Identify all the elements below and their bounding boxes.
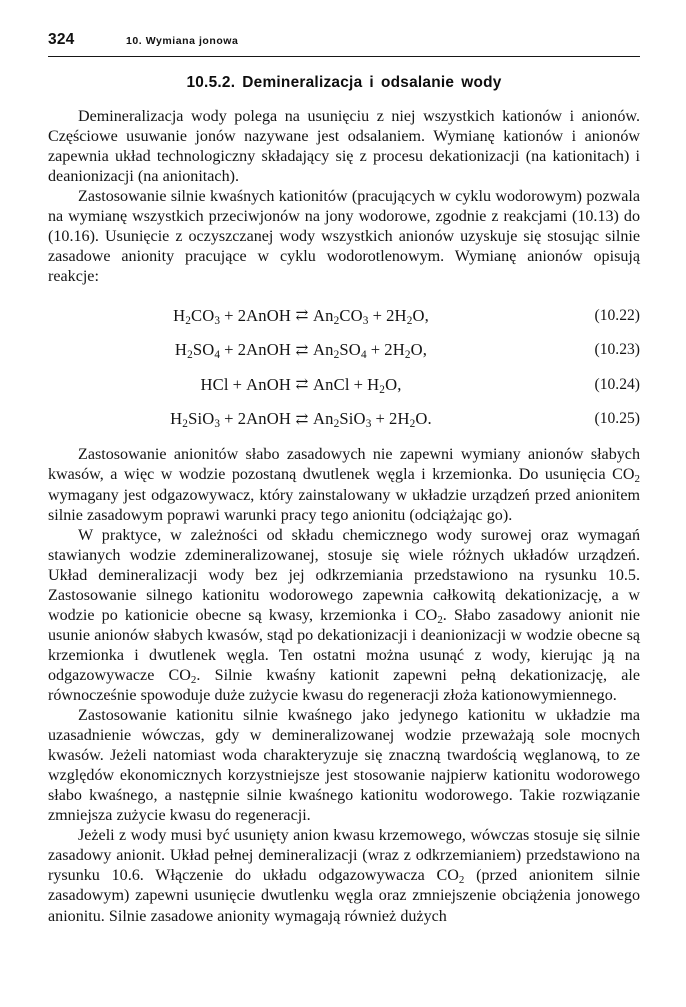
formula-subscript: 3 <box>365 418 372 431</box>
content-column <box>48 74 640 927</box>
equation-formula <box>201 375 402 395</box>
paragraph-text: Zastosowanie anionitów słabo zasadowych nie zapewni wymiany anionów słabych kwasów, a więc w wodzie pozostaną dwutlenek węgla i krzemionka. Do usunięcia CO <box>48 446 640 484</box>
formula-token: 2H <box>386 305 407 325</box>
formula-token: SiO <box>339 409 366 429</box>
formula-token: An <box>313 340 334 360</box>
formula-subscript: 2 <box>404 349 411 362</box>
paragraph-text: (przed anionitem silnie zasadowym) zapewni usunięcie dwutlenku węgla oraz zmniejszenie obciążenia jonowego anionitu. Silnie zasadowe anionity wymagają również dużych <box>48 867 641 925</box>
equation-number: (10.24) <box>594 375 640 393</box>
formula-subscript: 4 <box>360 349 367 362</box>
equation-row <box>48 298 640 333</box>
formula-subscript: 2 <box>333 418 340 431</box>
paragraph-text: Jeżeli z wody musi być usunięty anion kwasu krzemowego, wówczas stosuje się silnie zasadowy anionit. Układ pełnej demineralizacji (wraz z odkrzemianiem) przedstawiono na rysunku 10.6. Włączenie do układu odgazowywacza CO <box>48 827 640 885</box>
formula-operator: + <box>370 340 381 360</box>
formula-token: O, <box>412 305 429 325</box>
equation-formula <box>170 409 432 429</box>
formula-token: 2AnOH <box>237 409 291 429</box>
paragraph-text: wymagany jest odgazowywacz, który zainstalowany w układzie urządzeń przed anionitem silnie zasadowym poprawi warunki pracy tego anionitu (odciążając go). <box>48 486 640 524</box>
formula-operator: + <box>224 305 234 325</box>
formula-subscript: 2 <box>406 314 413 327</box>
inline-subscript: 2 <box>458 874 465 887</box>
formula-subscript: 3 <box>214 418 221 431</box>
formula-token: SO <box>339 340 361 360</box>
formula-subscript: 2 <box>333 349 340 362</box>
formula-operator: + <box>232 374 243 394</box>
equation-number: (10.25) <box>594 410 640 428</box>
equation-formula <box>175 340 427 360</box>
formula-token: SO <box>192 340 215 360</box>
paragraph-5: Zastosowanie kationitu silnie kwaśnego jako jedynego kationitu w układzie ma uzasadnienie wówczas, gdy w demineralizowanej wodzie przeważają sole mocnych kwasów. Jeżeli natomiast woda charakteryzuje się znaczną twardością węglanową, to ze względów ekonomicznych korzystniejsze jest stosowanie najpierw kationitu wodorowego słabo kwaśnego, a następnie silnie kwaśnego kationitu wodorowego. Takie rozwiązanie zmniejsza zużycie kwasu do regeneracji. <box>48 707 640 825</box>
paragraph-3 <box>48 445 640 525</box>
chapter-title: 10. Wymiana jonowa <box>126 35 239 47</box>
paragraph-6 <box>48 826 640 926</box>
formula-subscript: 4 <box>214 349 221 362</box>
formula-operator: + <box>353 374 364 394</box>
inline-subscript: 2 <box>634 473 640 486</box>
page-number: 324 <box>48 31 75 48</box>
equation-block <box>48 298 640 436</box>
formula-operator: + <box>224 409 234 429</box>
paragraph-text: W praktyce, w zależności od składu chemicznego wody surowej oraz wymagań stawianych wodzie zdemineralizowanej, stosuje się wiele różnych układów urządzeń. Układ demineralizacji wody bez jej odkrzemiania przedstawiono na rysunku 10.5. Zastosowanie silnego kationitu wodorowego zapewnia całkowitą dekationizację, a w wodzie po kationicie obecne są kwasy, krzemionka i CO <box>48 526 640 624</box>
paragraph-4 <box>48 526 640 706</box>
equation-row <box>48 367 640 402</box>
formula-token: 2H <box>384 340 405 360</box>
formula-token: An <box>313 305 334 325</box>
formula-token: O. <box>415 409 432 429</box>
formula-subscript: 2 <box>379 383 386 396</box>
formula-token: O, <box>410 340 428 360</box>
equilibrium-arrow-icon: ⇄ <box>295 376 309 394</box>
formula-token: AnOH <box>246 374 291 394</box>
paragraph-text: . Słabo zasadowy anionit nie usunie anionów słabych kwasów, stąd po dekationizacji i deanionizacji w wodzie obecne są krzemionka i dwutlenek węgla. Ten ostatni można usunąć z wody, kierując ją na odgazowywacze CO <box>48 606 640 684</box>
equilibrium-arrow-icon: ⇄ <box>295 410 309 428</box>
formula-token: CO <box>339 305 363 325</box>
formula-operator: + <box>372 305 383 325</box>
formula-token: 2AnOH <box>237 305 291 325</box>
equation-row <box>48 333 640 368</box>
formula-token: H <box>170 409 183 429</box>
formula-token: SiO <box>188 409 215 429</box>
equation-number: (10.23) <box>594 341 640 359</box>
inline-subscript: 2 <box>190 673 197 686</box>
formula-subscript: 2 <box>187 349 193 362</box>
inline-subscript: 2 <box>437 613 443 626</box>
equilibrium-arrow-icon: ⇄ <box>295 341 309 359</box>
formula-operator: + <box>224 340 234 360</box>
formula-token: H <box>367 374 380 394</box>
running-head <box>48 31 640 53</box>
formula-subscript: 2 <box>333 314 340 327</box>
formula-token: An <box>313 409 334 429</box>
formula-subscript: 3 <box>362 314 369 327</box>
formula-token: H <box>173 305 186 325</box>
formula-token: CO <box>191 305 215 325</box>
equation-number: (10.22) <box>594 306 640 324</box>
section-heading: 10.5.2. Demineralizacja i odsalanie wody <box>186 74 502 91</box>
formula-token: HCl <box>200 374 229 394</box>
formula-subscript: 3 <box>214 314 221 327</box>
paragraph-2: Zastosowanie silnie kwaśnych kationitów (pracujących w cyklu wodorowym) pozwala na wymianę wszystkich przeciwjonów na jony wodorowe, zgodnie z reakcjami (10.13) do (10.16). Usunięcie z oczyszczanej wody wszystkich anionów uzyskuje się stosując silnie zasadowe anionity pracujące w cyklu wodorotlenowym. Wymianę anionów opisują reakcje: <box>48 188 640 286</box>
paragraph-text: . Silnie kwaśny kationit zapewni pełną dekationizację, ale równocześnie spowoduje duże zużycie kwasu do regeneracji złoża kationowymiennego. <box>48 666 640 704</box>
formula-token: AnCl <box>313 374 350 394</box>
formula-token: 2H <box>389 409 410 429</box>
paragraph-1: Demineralizacja wody polega na usunięciu z niej wszystkich kationów i anionów. Częściowe usuwanie jonów nazywane jest odsalaniem. Wymianę kationów i anionów zapewnia układ technologiczny składający się z procesu dekationizacji (na kationitach) i deanionizacji (na anionitach). <box>48 108 640 186</box>
formula-subscript: 2 <box>185 314 192 327</box>
formula-token: 2AnOH <box>237 340 291 360</box>
formula-token: O, <box>385 374 402 394</box>
formula-subscript: 2 <box>182 418 189 431</box>
header-divider <box>48 56 640 57</box>
formula-token: H <box>174 340 188 360</box>
equation-row <box>48 402 640 437</box>
formula-operator: + <box>375 409 386 429</box>
equilibrium-arrow-icon: ⇄ <box>295 307 309 325</box>
equation-formula <box>173 306 429 326</box>
formula-subscript: 2 <box>409 418 416 431</box>
